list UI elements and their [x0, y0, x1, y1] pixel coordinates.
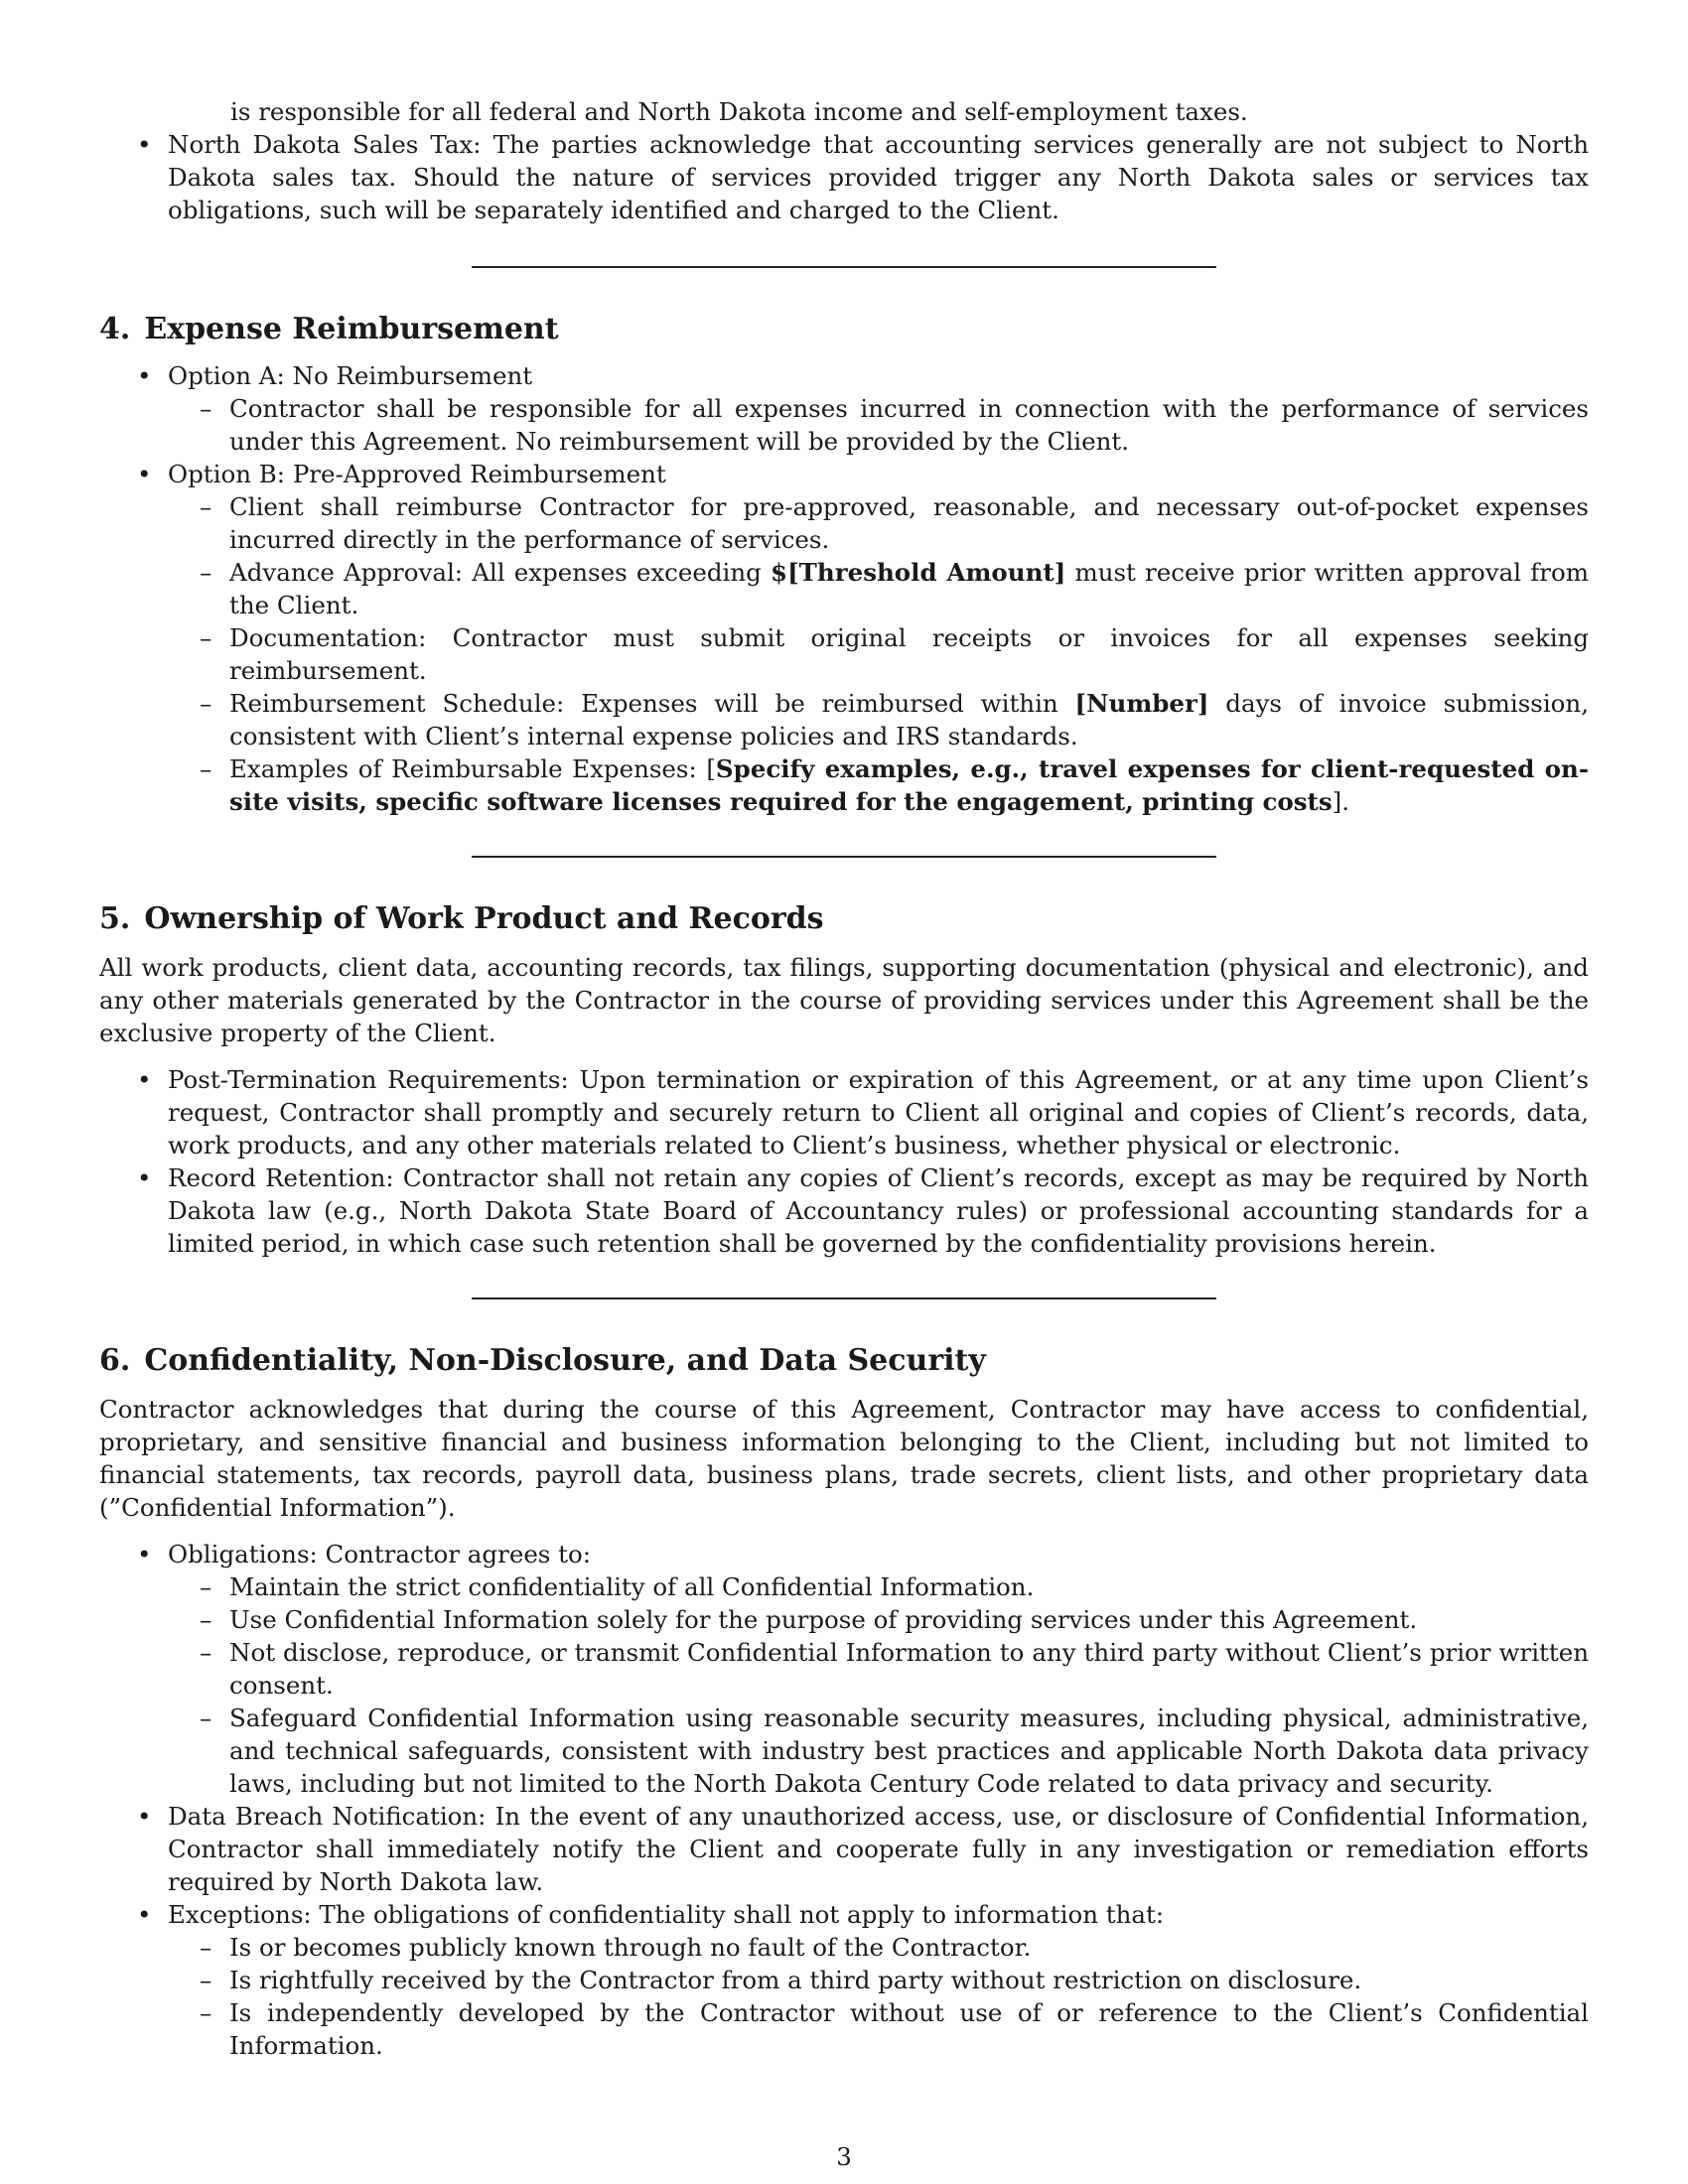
section-divider: [472, 266, 1216, 268]
number-placeholder: [Number]: [1074, 689, 1209, 718]
section-divider: [472, 1297, 1216, 1299]
section-6-number: 6.: [99, 1343, 131, 1378]
option-a-sublist: [168, 392, 1589, 458]
schedule-tail: days of invoice submission, consistent with Client’s internal expense policies and IRS standards.: [229, 689, 1589, 751]
section-divider: [472, 856, 1216, 858]
tax-list: [99, 128, 1589, 226]
obligation-4: – Safeguard Confidential Information using reasonable security measures, including physical, administrative, and technical safeguards, consistent with industry best practices and applicable North Dakota data privacy laws, including but not limited to the North Dakota Century Code related to data privacy and security.: [168, 1702, 1589, 1800]
section-6-heading: [99, 1341, 1589, 1381]
exception-2: – Is rightfully received by the Contractor from a third party without restriction on disclosure.: [168, 1964, 1589, 1996]
section-4-number: 4.: [99, 312, 131, 346]
carryover-text: is responsible for all federal and North Dakota income and self-employment taxes.: [230, 97, 1248, 126]
option-b-item: [99, 458, 1589, 818]
threshold-placeholder: $[Threshold Amount]: [771, 558, 1066, 587]
option-b-item-2: [168, 556, 1589, 621]
section-5-title: Ownership of Work Product and Records: [144, 901, 824, 936]
obligations-item: [99, 1538, 1589, 1800]
option-b-item-5: [168, 752, 1589, 818]
data-breach-item: • Data Breach Notification: In the event of any unauthorized access, use, or disclosure of Confidential Information, Contractor shall immediately notify the Client and cooperate fully in any investigation or remediation efforts required by North Dakota law.: [99, 1800, 1589, 1898]
obligation-2: – Use Confidential Information solely for the purpose of providing services under this Agreement.: [168, 1603, 1589, 1636]
section-5-heading: [99, 899, 1589, 939]
exception-3: – Is independently developed by the Contractor without use of or reference to the Client’s Confidential Information.: [168, 1996, 1589, 2062]
option-b-item-4: [168, 687, 1589, 752]
option-b-item-3: – Documentation: Contractor must submit original receipts or invoices for all expenses seeking reimbursement.: [168, 621, 1589, 687]
option-a-label: Option A: No Reimbursement: [168, 361, 533, 390]
exceptions-item: [99, 1898, 1589, 2062]
examples-tail: ].: [1332, 787, 1350, 816]
option-b-sublist: [168, 490, 1589, 818]
option-b-item-1: – Client shall reimburse Contractor for pre-approved, reasonable, and necessary out-of-pocket expenses incurred directly in the performance of services.: [168, 490, 1589, 556]
section-6-intro: Contractor acknowledges that during the course of this Agreement, Contractor may have access to confidential, proprietary, and sensitive financial and business information belonging to the Client, including but not limited to financial statements, tax records, payroll data, business plans, trade secrets, client lists, and other proprietary data (”Confidential Information”).: [99, 1395, 1589, 1522]
obligations-sublist: [168, 1570, 1589, 1800]
advance-approval-text: Advance Approval: All expenses exceeding: [229, 558, 772, 587]
exceptions-label: Exceptions: The obligations of confidentiality shall not apply to information that:: [168, 1900, 1165, 1929]
obligation-1: – Maintain the strict confidentiality of all Confidential Information.: [168, 1570, 1589, 1603]
obligations-label: Obligations: Contractor agrees to:: [168, 1540, 592, 1569]
exception-1: – Is or becomes publicly known through no fault of the Contractor.: [168, 1931, 1589, 1964]
section-4-heading: [99, 310, 1589, 349]
record-retention-item: • Record Retention: Contractor shall not retain any copies of Client’s records, except as may be required by North Dakota law (e.g., North Dakota State Board of Accountancy rules) or professional accounting standards for a limited period, in which case such retention shall be governed by the confidentiality provisions herein.: [99, 1161, 1589, 1260]
obligation-3: – Not disclose, reproduce, or transmit Confidential Information to any third party without Client’s prior written consent.: [168, 1636, 1589, 1702]
schedule-text: Reimbursement Schedule: Expenses will be reimbursed within: [229, 689, 1075, 718]
section-4-title: Expense Reimbursement: [144, 312, 559, 346]
section-5-number: 5.: [99, 901, 131, 936]
option-a-item: [99, 359, 1589, 458]
examples-text: Examples of Reimbursable Expenses: [: [229, 754, 716, 783]
expense-options-list: [99, 359, 1589, 818]
post-termination-item: • Post-Termination Requirements: Upon termination or expiration of this Agreement, or at any time upon Client’s request, Contractor shall promptly and securely return to Client all original and copies of Client’s records, data, work products, and any other materials related to Client’s business, whether physical or electronic.: [99, 1063, 1589, 1161]
ownership-list: [99, 1063, 1589, 1260]
page-number: 3: [836, 2142, 852, 2171]
section-6-title: Confidentiality, Non-Disclosure, and Data Security: [144, 1343, 986, 1378]
document-page: [99, 95, 1589, 2062]
examples-placeholder: Specify examples, e.g., travel expenses for client-requested on-site visits, specific software licenses required for the engagement, printing costs: [229, 754, 1589, 816]
option-a-text: – Contractor shall be responsible for all expenses incurred in connection with the performance of services under this Agreement. No reimbursement will be provided by the Client.: [168, 392, 1589, 458]
advance-approval-tail: must receive prior written approval from the Client.: [229, 558, 1589, 619]
exceptions-sublist: [168, 1931, 1589, 2062]
confidentiality-list: [99, 1538, 1589, 2062]
option-b-label: Option B: Pre-Approved Reimbursement: [168, 460, 666, 488]
section-5-intro: All work products, client data, accounting records, tax filings, supporting documentation (physical and electronic), and any other materials generated by the Contractor in the course of providing services under this Agreement shall be the exclusive property of the Client.: [99, 953, 1589, 1047]
sales-tax-item: • North Dakota Sales Tax: The parties acknowledge that accounting services generally are not subject to North Dakota sales tax. Should the nature of services provided trigger any North Dakota sales or services tax obligations, such will be separately identified and charged to the Client.: [99, 128, 1589, 226]
